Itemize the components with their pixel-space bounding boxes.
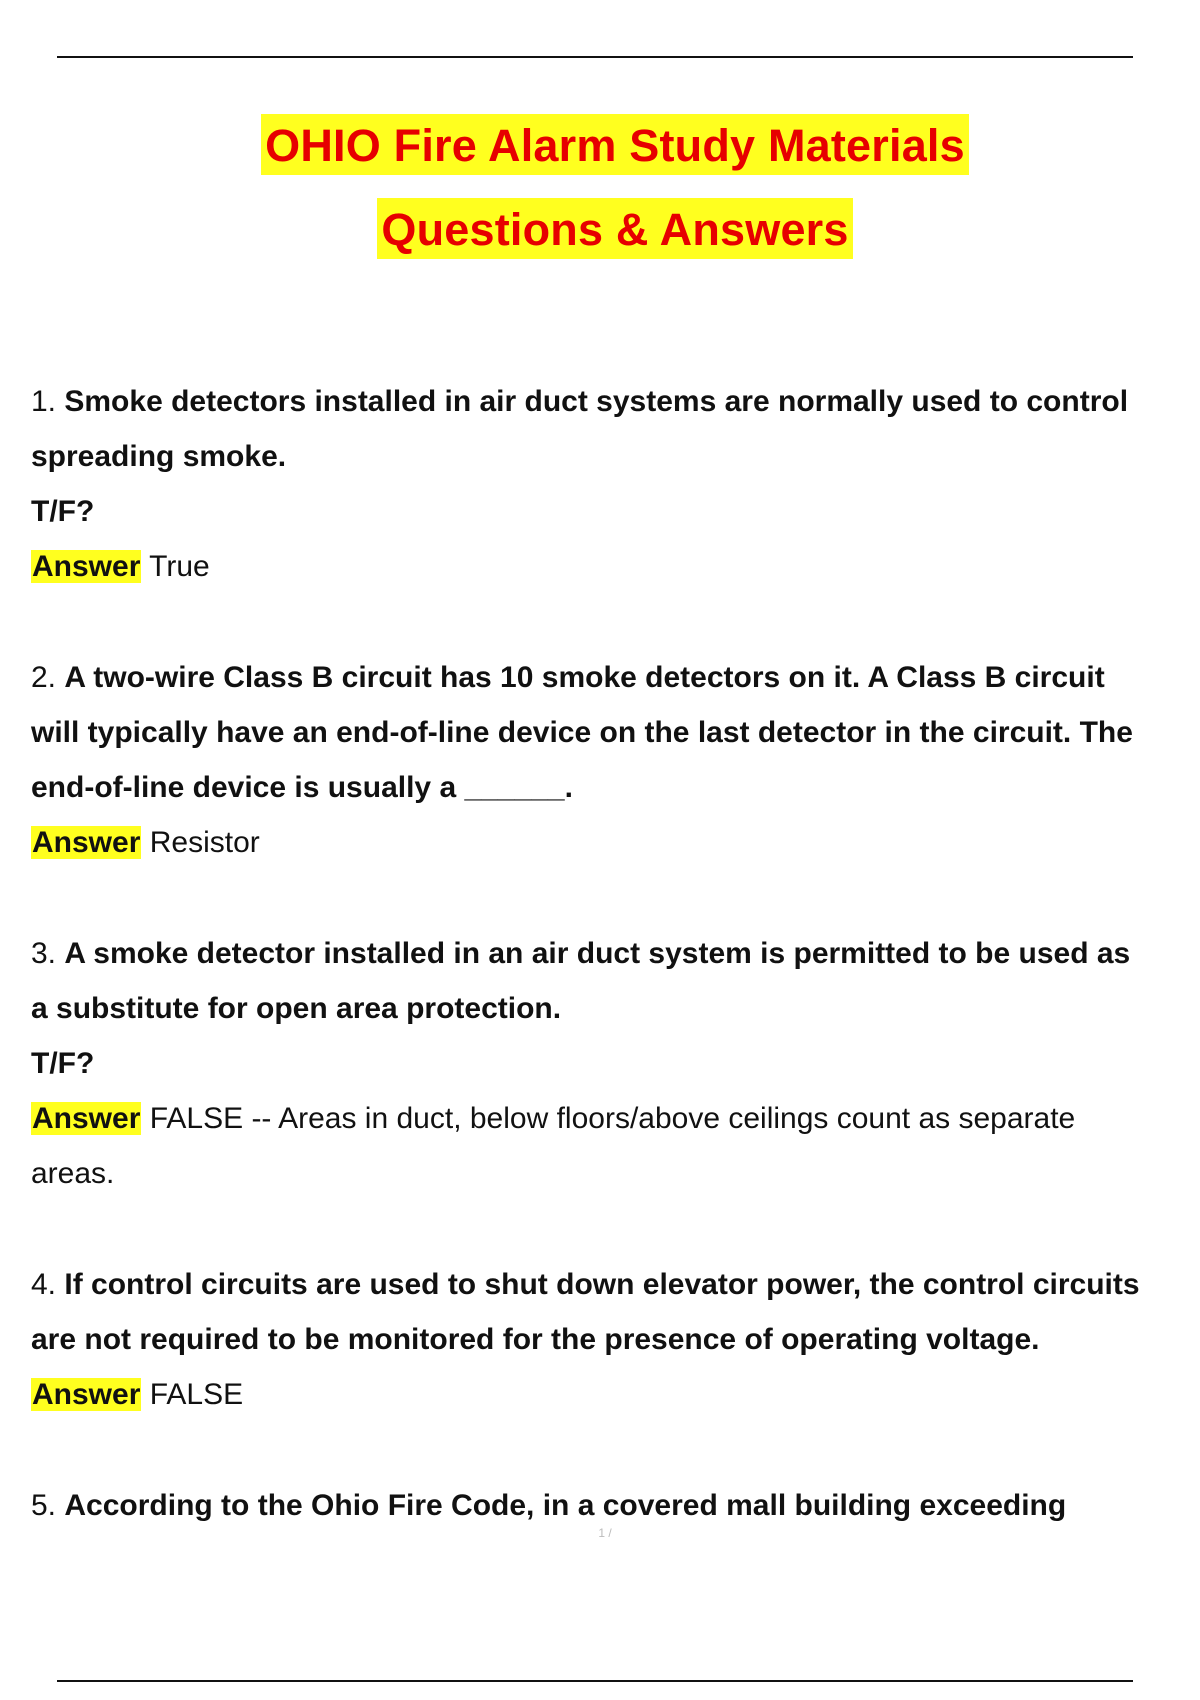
answer-label: Answer [32, 826, 141, 859]
question-4 [31, 1257, 1140, 1422]
question-2 [31, 650, 1133, 870]
question-text-line: According to the Ohio Fire Code, in a covered mall building exceeding [64, 1489, 1067, 1522]
question-number: 4. [31, 1268, 57, 1301]
question-text-line: Smoke detectors installed in air duct systems are normally used to control [64, 385, 1129, 418]
question-text-line: will typically have an end-of-line device on the last detector in the circuit. The [31, 716, 1133, 749]
answer-text: FALSE [149, 1378, 244, 1411]
true-false-prompt: T/F? [31, 1047, 95, 1080]
answer-label: Answer [32, 1378, 141, 1411]
question-text-line: spreading smoke. [31, 440, 287, 473]
answer-label: Answer [32, 550, 141, 583]
question-number: 1. [31, 385, 57, 418]
question-5 [31, 1478, 1066, 1533]
document-subtitle: Questions & Answers [377, 198, 852, 259]
question-text-line: a substitute for open area protection. [31, 992, 562, 1025]
question-text-line: end-of-line device is usually a ______. [31, 771, 573, 804]
question-text-line: If control circuits are used to shut down elevator power, the control circuits [64, 1268, 1140, 1301]
question-number: 3. [31, 937, 57, 970]
answer-text: FALSE -- Areas in duct, below floors/above ceilings count as separate [149, 1102, 1076, 1135]
true-false-prompt: T/F? [31, 495, 95, 528]
answer-text: areas. [31, 1157, 115, 1190]
top-rule [57, 56, 1133, 58]
document-title: OHIO Fire Alarm Study Materials [261, 114, 969, 175]
answer-label: Answer [32, 1102, 141, 1135]
answer-text: Resistor [149, 826, 260, 859]
question-text-line: A smoke detector installed in an air duct system is permitted to be used as [64, 937, 1131, 970]
title-block [0, 104, 1200, 272]
bottom-rule [57, 1680, 1133, 1682]
answer-text: True [149, 550, 210, 583]
question-number: 5. [31, 1489, 57, 1522]
page-number: 1 / [598, 1526, 612, 1540]
question-text-line: are not required to be monitored for the presence of operating voltage. [31, 1323, 1040, 1356]
question-3 [31, 926, 1130, 1201]
question-1 [31, 374, 1128, 594]
question-text-line: A two-wire Class B circuit has 10 smoke detectors on it. A Class B circuit [64, 661, 1105, 694]
question-number: 2. [31, 661, 57, 694]
